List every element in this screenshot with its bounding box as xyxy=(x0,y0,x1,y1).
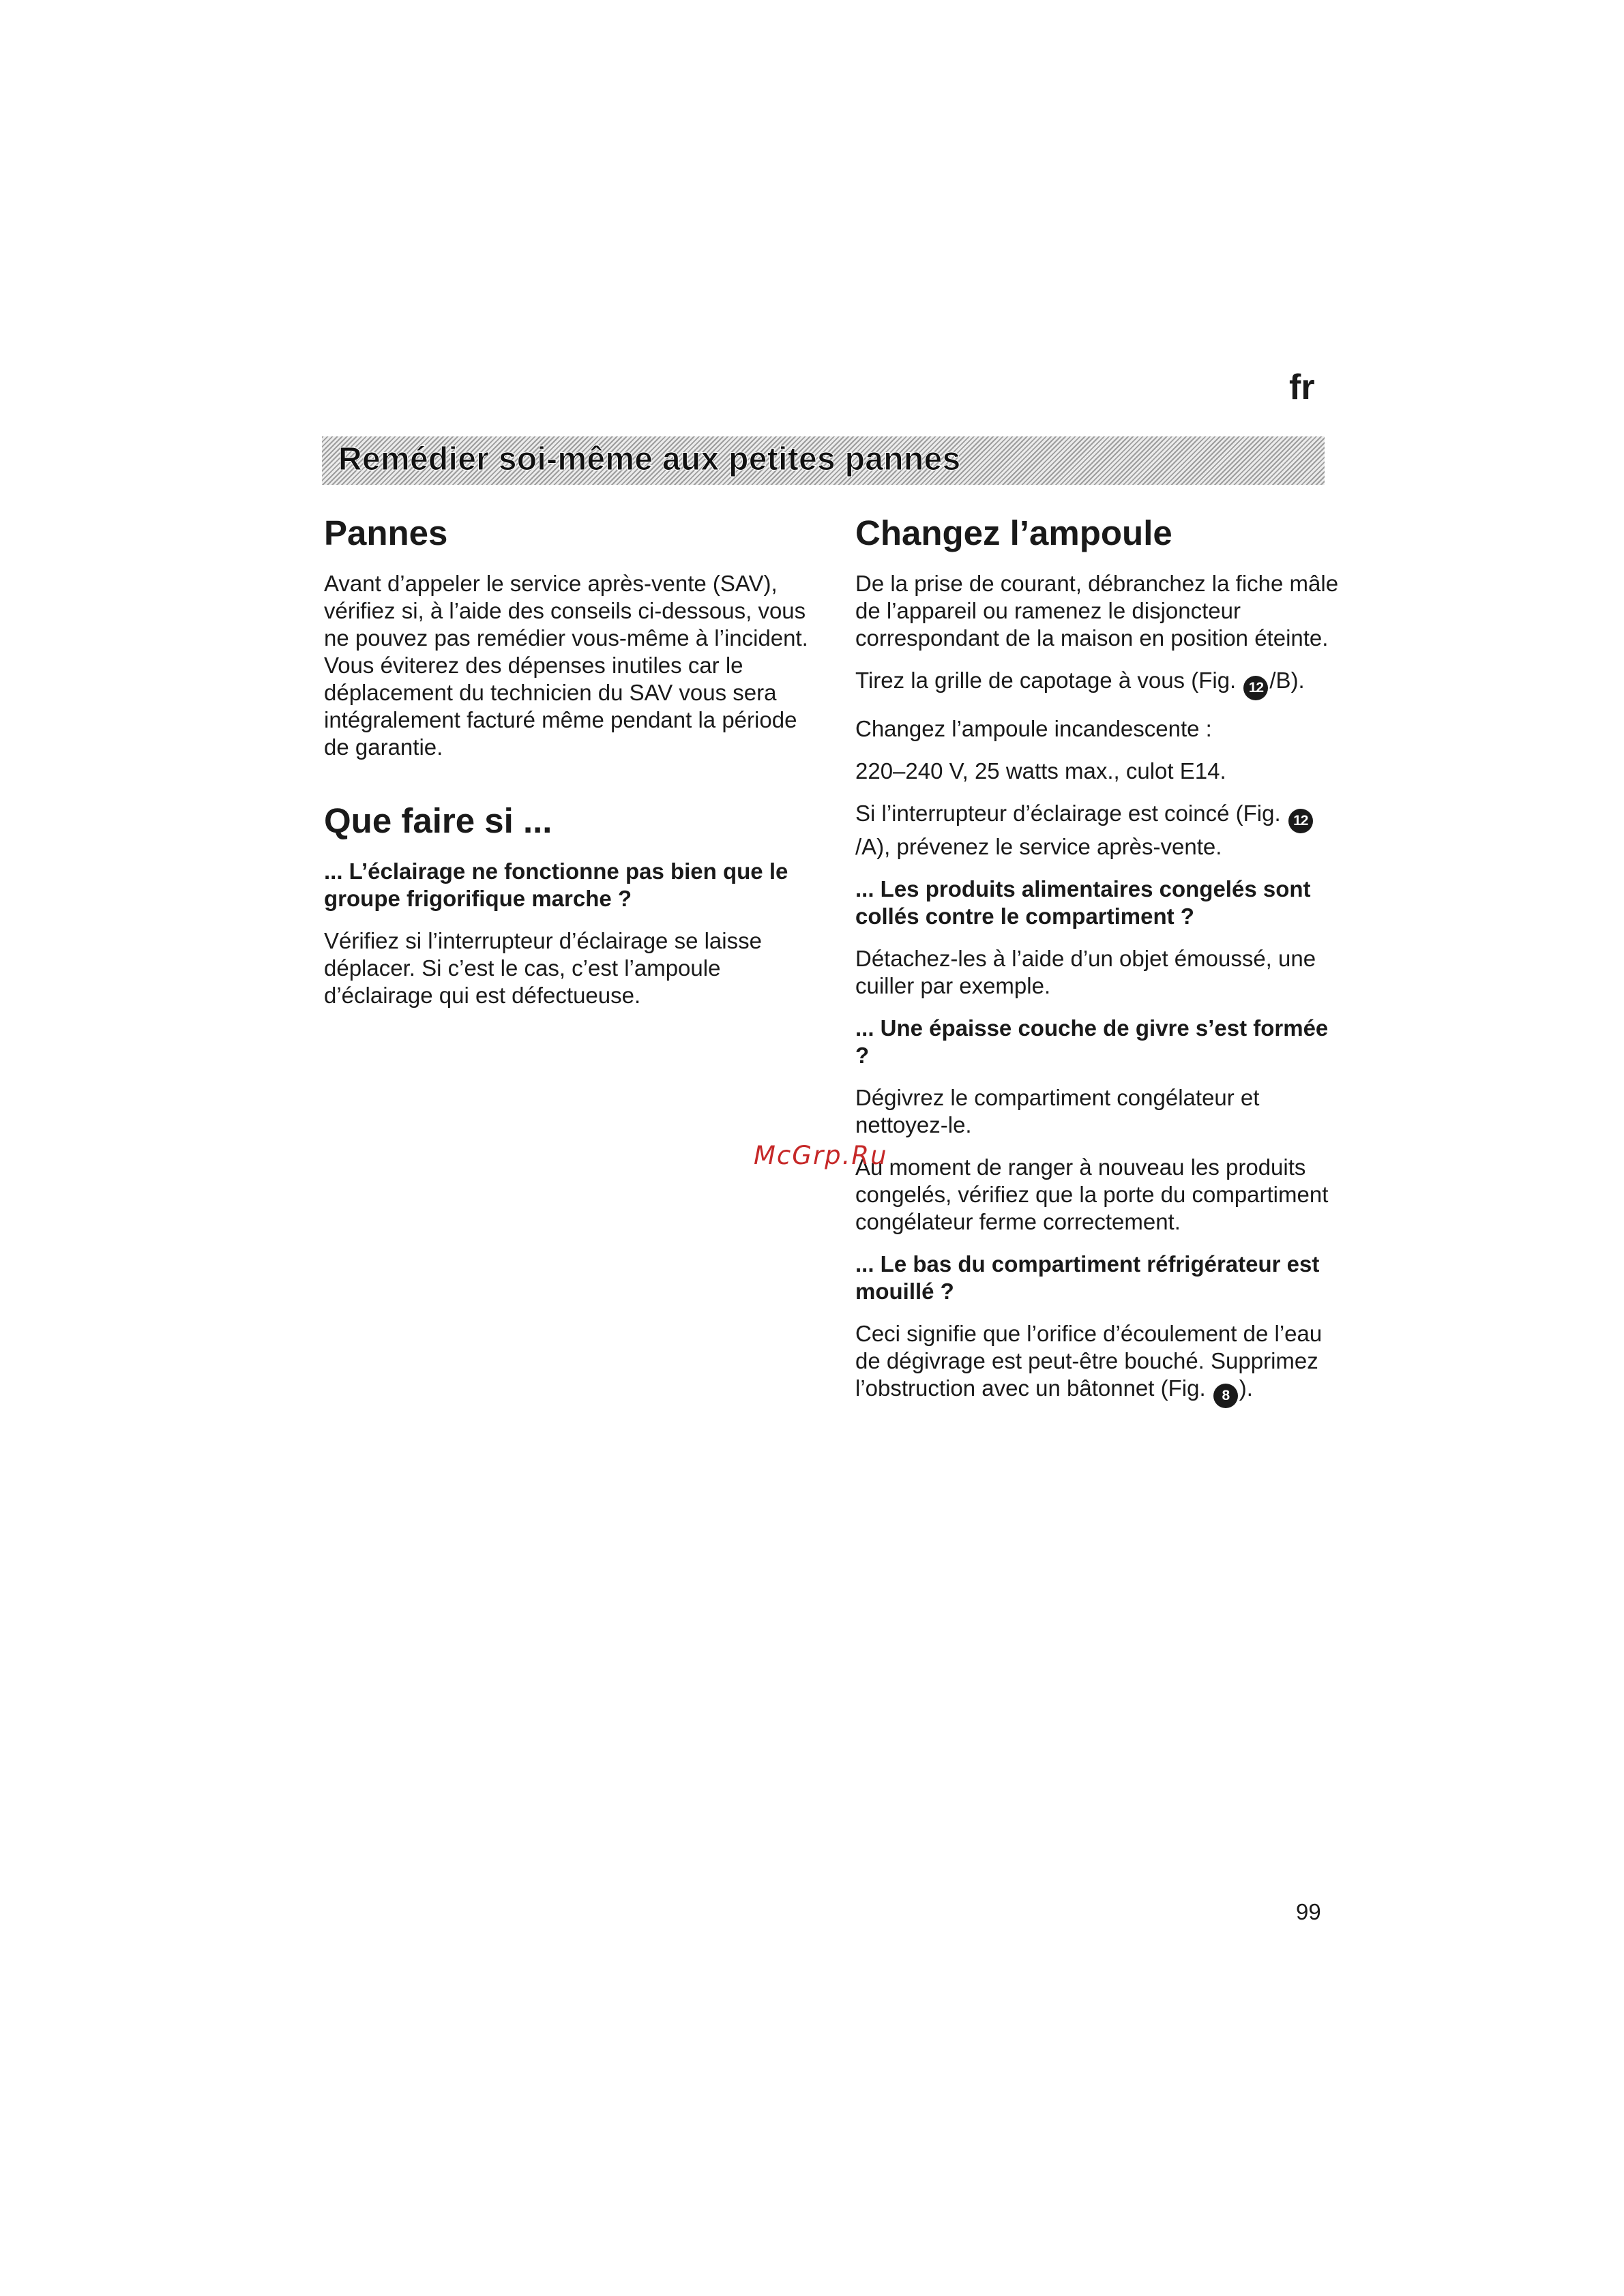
heading-changez-ampoule: Changez l’ampoule xyxy=(855,513,1172,552)
interrupteur-text-start: Si l’interrupteur d’éclairage est coincé (Fig. xyxy=(855,801,1287,826)
answer-bas-mouille xyxy=(855,1320,1346,1408)
section-banner xyxy=(322,436,1325,485)
question-givre: ... Une épaisse couche de givre s’est formée ? xyxy=(855,1015,1329,1068)
right-column xyxy=(855,513,1346,1423)
answer-eclairage: Vérifiez si l’interrupteur d’éclairage se laisse déplacer. Si c’est le cas, c’est l’ampoule d’éclairage qui est défectueuse. xyxy=(324,928,762,1008)
grille-text-end: /B). xyxy=(1269,668,1305,693)
answer-givre: Dégivrez le compartiment congélateur et nettoyez-le. xyxy=(855,1085,1260,1137)
figure-number-badge: 12 xyxy=(1243,676,1268,700)
left-column xyxy=(324,513,815,1024)
heading-pannes: Pannes xyxy=(324,513,448,552)
question-produits-congeles: ... Les produits alimentaires congelés sont collés contre le compartiment ? xyxy=(855,876,1311,929)
paragraph-interrupteur xyxy=(855,800,1346,861)
bas-mouille-text-end: ). xyxy=(1239,1375,1253,1401)
heading-que-faire: Que faire si ... xyxy=(324,801,552,840)
pannes-text: Avant d’appeler le service après-vente (SAV), vérifiez si, à l’aide des conseils ci-dessous, vous ne pouvez pas remédier vous-même à l’incident. Vous éviterez des dépenses inutiles car le déplacement du technicien du SAV vous sera intégralement facturé même pendant la période de garantie. xyxy=(324,571,808,760)
paragraph-specs: 220–240 V, 25 watts max., culot E14. xyxy=(855,758,1226,784)
page-number: 99 xyxy=(1296,1899,1321,1924)
banner-title: Remédier soi-même aux petites pannes xyxy=(338,441,961,477)
language-tag: fr xyxy=(1289,368,1315,407)
bas-mouille-text-start: Ceci signifie que l’orifice d’écoulement de l’eau de dégivrage est peut-être bouché. Supprimez l’obstruction avec un bâtonnet (Fig. xyxy=(855,1321,1323,1401)
answer-produits-congeles: Détachez-les à l’aide d’un objet émoussé, une cuiller par exemple. xyxy=(855,946,1316,998)
paragraph-debrancher: De la prise de courant, débranchez la fiche mâle de l’appareil ou ramenez le disjoncteur correspondant de la maison en position éteinte. xyxy=(855,571,1339,651)
watermark: McGrp.Ru xyxy=(754,1141,888,1170)
grille-text-start: Tirez la grille de capotage à vous (Fig. xyxy=(855,668,1243,693)
question-eclairage: ... L’éclairage ne fonctionne pas bien que le groupe frigorifique marche ? xyxy=(324,859,788,911)
paragraph-ampoule: Changez l’ampoule incandescente : xyxy=(855,716,1212,741)
figure-number-badge: 12 xyxy=(1288,809,1313,833)
paragraph-grille xyxy=(855,667,1346,700)
question-bas-mouille: ... Le bas du compartiment réfrigérateur est mouillé ? xyxy=(855,1251,1320,1304)
answer-givre-rangement: Au moment de ranger à nouveau les produits congelés, vérifiez que la porte du compartiment congélateur ferme correctement. xyxy=(855,1154,1329,1234)
figure-number-badge: 8 xyxy=(1213,1384,1238,1408)
interrupteur-text-end: /A), prévenez le service après-vente. xyxy=(855,834,1222,859)
